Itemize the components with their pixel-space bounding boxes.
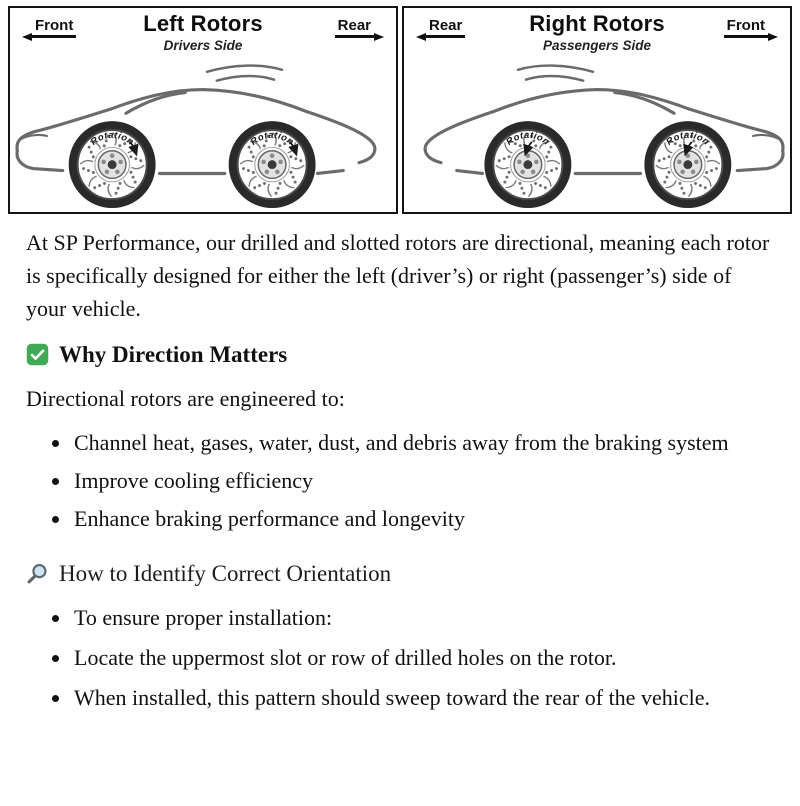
left-rotors-panel xyxy=(8,6,398,214)
rotor-direction-diagram xyxy=(8,6,792,214)
panel-subtitle: Drivers Side xyxy=(163,38,243,53)
rotation-label: Rotation xyxy=(248,129,296,148)
heading-text: Why Direction Matters xyxy=(59,342,288,367)
article xyxy=(0,214,800,714)
rotation-label: Rotation xyxy=(664,129,712,148)
rotation-label: Rotation xyxy=(504,129,552,148)
front-direction-label xyxy=(22,18,76,38)
identify-steps-list xyxy=(26,601,774,714)
magnifier-icon xyxy=(26,562,49,585)
rear-direction-label xyxy=(335,18,384,38)
right-car-illustration xyxy=(404,54,790,212)
arrow-right-icon xyxy=(768,33,778,41)
check-icon xyxy=(26,343,49,366)
panel-title: Left Rotors xyxy=(143,11,263,36)
car-side-view xyxy=(17,66,375,208)
intro-paragraph: At SP Performance, our drilled and slotted rotors are directional, meaning each rotor is specifically designed for either the left (driver’s) or right (passenger’s) side of your vehicle. xyxy=(26,230,770,321)
arrow-left-icon xyxy=(416,33,426,41)
rotation-label: Rotation xyxy=(88,129,136,148)
direction-text: Rear xyxy=(335,18,374,38)
front-direction-label xyxy=(724,18,778,38)
arrow-right-icon xyxy=(374,33,384,41)
heading-text: How to Identify Correct Orientation xyxy=(59,560,392,586)
identify-orientation-heading xyxy=(26,559,774,589)
panel-title: Right Rotors xyxy=(529,11,665,36)
direction-text: Front xyxy=(724,18,768,38)
direction-text: Rear xyxy=(426,18,465,38)
list-item: • When installed, this pattern should sweep toward the rear of the vehicle. xyxy=(72,681,774,714)
list-item: • Enhance braking performance and longevity xyxy=(72,502,774,535)
why-benefits-list xyxy=(26,426,774,535)
why-lead: Directional rotors are engineered to: xyxy=(26,385,345,411)
list-item: • To ensure proper installation: xyxy=(72,601,774,634)
list-item: • Channel heat, gases, water, dust, and debris away from the braking system xyxy=(72,426,774,459)
right-panel-header xyxy=(404,8,790,54)
car-side-view-mirrored xyxy=(425,66,783,208)
left-panel-header xyxy=(10,8,396,54)
list-item: • Locate the uppermost slot or row of drilled holes on the rotor. xyxy=(72,641,774,674)
why-direction-heading xyxy=(26,340,774,370)
list-item: • Improve cooling efficiency xyxy=(72,464,774,497)
direction-text: Front xyxy=(32,18,76,38)
left-car-illustration xyxy=(10,54,396,212)
arrow-left-icon xyxy=(22,33,32,41)
panel-subtitle: Passengers Side xyxy=(542,38,652,53)
rear-direction-label xyxy=(416,18,465,38)
right-rotors-panel xyxy=(402,6,792,214)
